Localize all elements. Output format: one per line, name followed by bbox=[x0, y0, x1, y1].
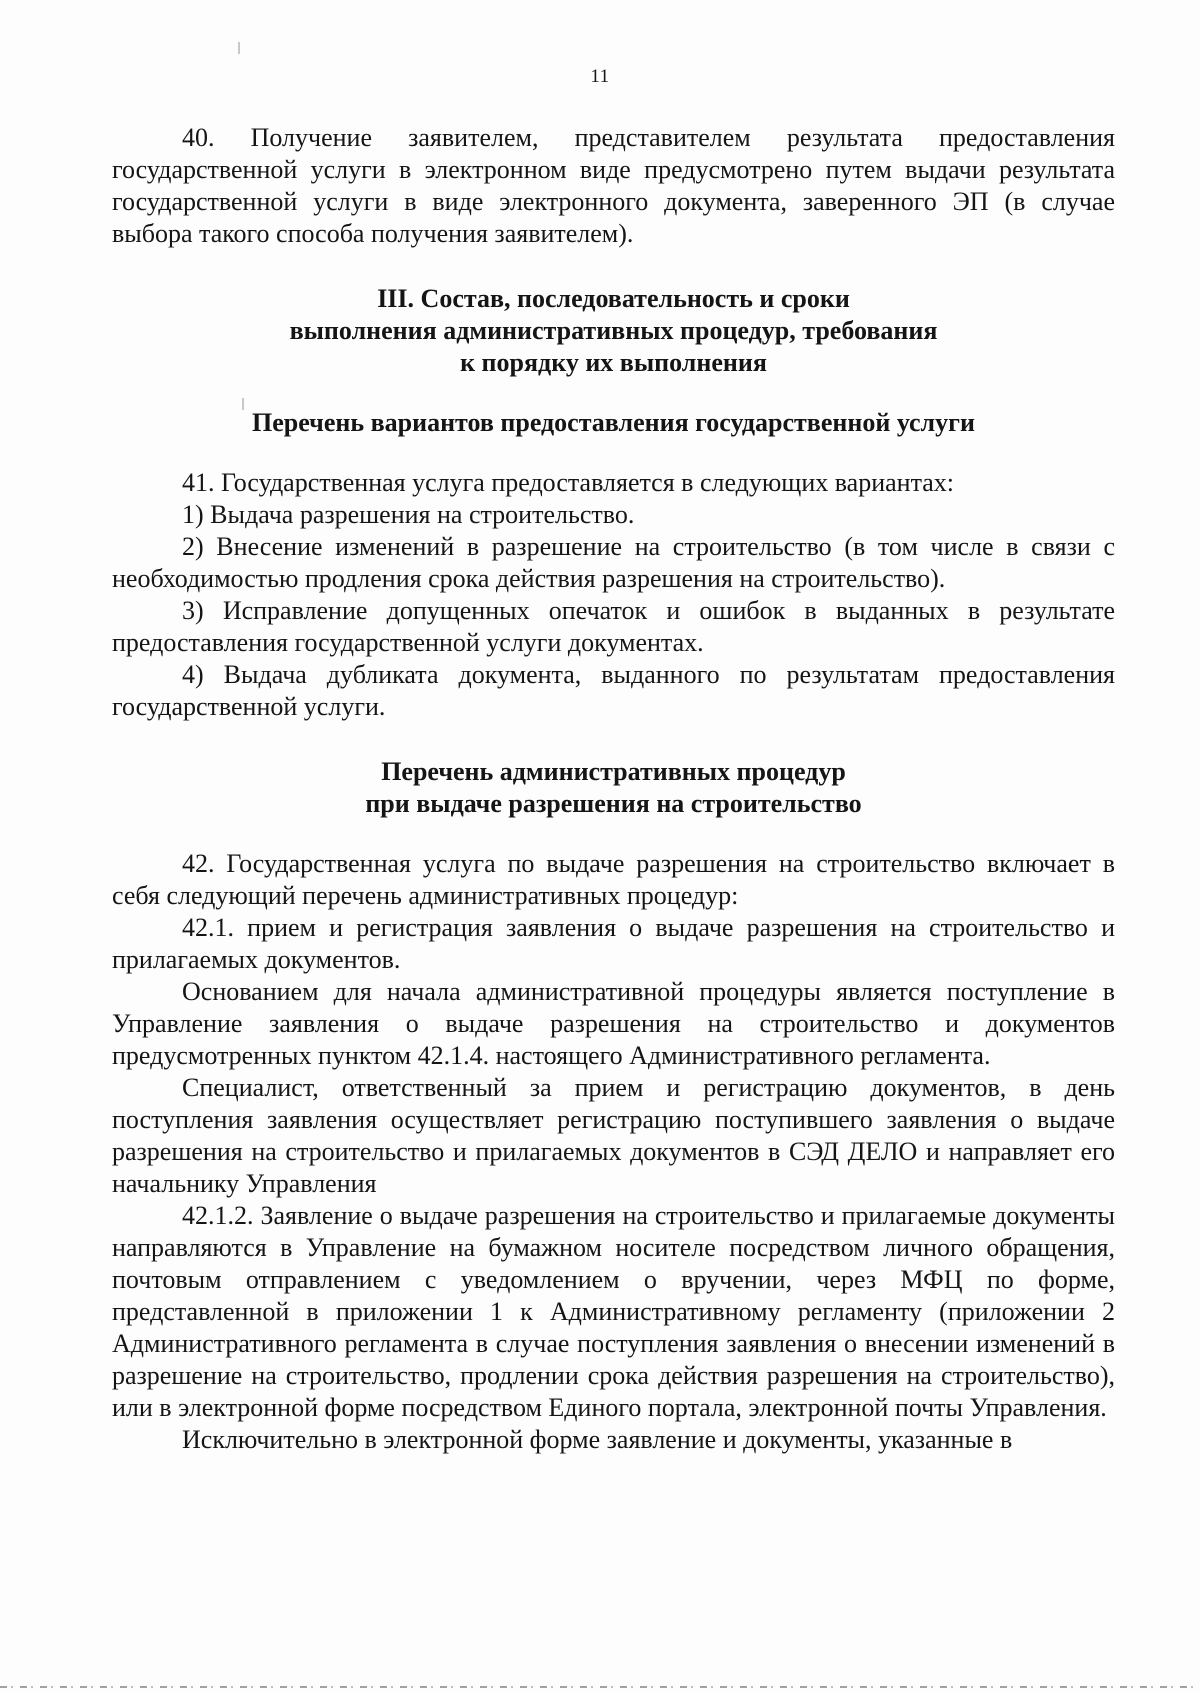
paragraph-42-1: 42.1. прием и регистрация заявления о выдаче разрешения на строительство и прилагаемых документов. bbox=[112, 913, 1115, 974]
paragraph-electronic: Исключительно в электронной форме заявление и документы, указанные в bbox=[182, 1425, 1013, 1454]
spacer bbox=[112, 379, 1115, 407]
paragraph-40: 40. Получение заявителем, представителем результата предоставления государственной услуги в электронном виде предусмотрено путем выдачи результата государственной услуги в виде электронного документа, заверенного ЭП (в случае выбора такого способа получения заявителем). bbox=[112, 123, 1115, 248]
paragraph-specialist: Специалист, ответственный за прием и регистрацию документов, в день поступления заявления осуществляет регистрацию поступившего заявления о выдаче разрешения на строительство и прилагаемых документов в СЭД ДЕЛО и направляет его начальнику Управления bbox=[112, 1073, 1115, 1198]
section-3-heading-line-1: III. Состав, последовательность и сроки bbox=[377, 284, 850, 313]
page-number: 11 bbox=[590, 66, 610, 87]
paragraph-41-item-3: 3) Исправление допущенных опечаток и ошибок в выданных в результате предоставления государственной услуги документах. bbox=[112, 596, 1115, 657]
paragraph-42: 42. Государственная услуга по выдаче разрешения на строительство включает в себя следующий перечень административных процедур: bbox=[112, 849, 1115, 910]
procedures-heading-line-1: Перечень административных процедур bbox=[381, 757, 846, 786]
paragraph-basis: Основанием для начала административной процедуры является поступление в Управление заявления о выдаче разрешения на строительство и документов предусмотренных пунктом 42.1.4. настоящего Административного регламента. bbox=[112, 977, 1115, 1070]
section-3-heading-line-3: к порядку их выполнения bbox=[460, 348, 767, 377]
spacer bbox=[112, 439, 1115, 467]
variants-heading: Перечень вариантов предоставления государственной услуги bbox=[252, 408, 975, 437]
scan-artifact bbox=[238, 42, 240, 54]
procedures-heading-line-2: при выдаче разрешения на строительство bbox=[365, 789, 862, 818]
scan-artifact bbox=[242, 398, 244, 410]
paragraph-41-item-2: 2) Внесение изменений в разрешение на строительство (в том числе в связи с необходимостью продления срока действия разрешения на строительство). bbox=[112, 532, 1115, 593]
paragraph-41-item-4: 4) Выдача дубликата документа, выданного по результатам предоставления государственной услуги. bbox=[112, 660, 1115, 721]
spacer bbox=[112, 723, 1115, 756]
spacer bbox=[112, 250, 1115, 283]
paragraph-41-item-1: 1) Выдача разрешения на строительство. bbox=[182, 500, 635, 529]
scan-edge-artifact bbox=[0, 1686, 1200, 1688]
paragraph-42-1-2: 42.1.2. Заявление о выдаче разрешения на строительство и прилагаемые документы направляются в Управление на бумажном носителе посредством личного обращения, почтовым отправлением с уведомлением о вручении, через МФЦ по форме, представленной в приложении 1 к Административному регламенту (приложении 2 Административного регламента в случае поступления заявления о внесении изменений в разрешение на строительство, продлении срока действия разрешения на строительство), или в электронной форме посредством Единого портала, электронной почты Управления. bbox=[112, 1201, 1115, 1422]
document-body bbox=[112, 122, 1115, 1456]
section-3-heading-line-2: выполнения административных процедур, требования bbox=[289, 316, 938, 345]
spacer bbox=[112, 820, 1115, 848]
paragraph-41: 41. Государственная услуга предоставляется в следующих вариантах: bbox=[182, 468, 955, 497]
